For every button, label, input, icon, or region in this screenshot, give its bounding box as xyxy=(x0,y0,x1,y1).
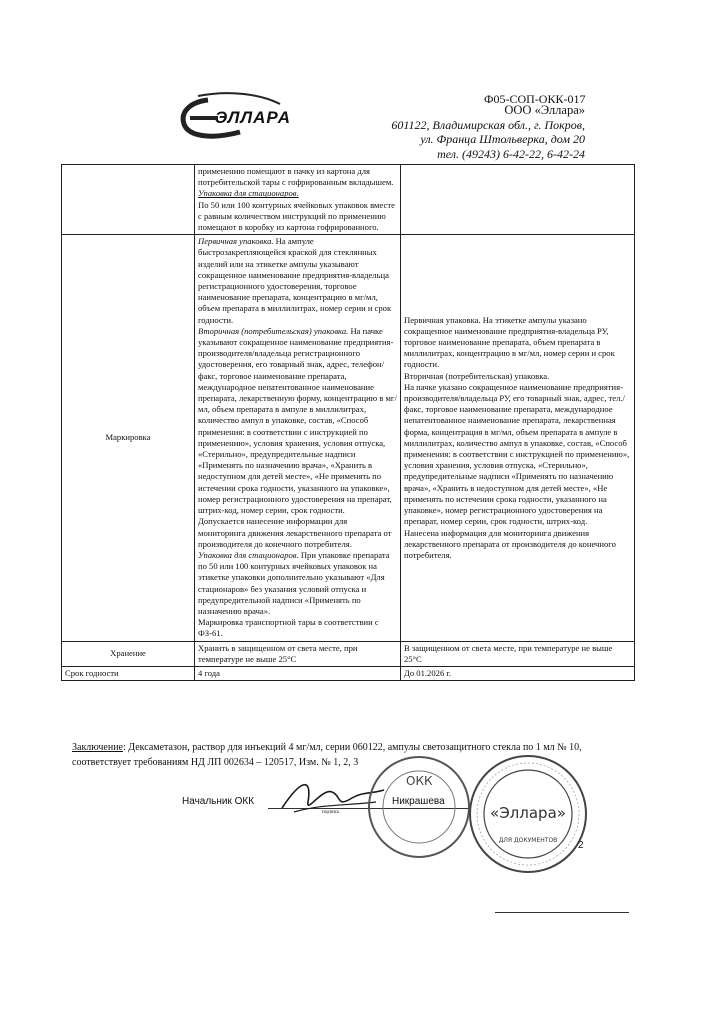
logo-text: ЭЛЛАРА xyxy=(215,108,291,127)
table-cell xyxy=(62,165,195,235)
analysis-table xyxy=(61,164,635,681)
document-number: Ф05-СОП-ОКК-017 xyxy=(484,92,586,106)
row-label-marking: Маркировка xyxy=(62,235,195,641)
packaging-hospital-title: Упаковка для стационаров. xyxy=(198,188,299,199)
company-address-line2: ул. Франца Штольверка, дом 20 xyxy=(420,132,585,146)
marking-actual-p1: Первичная упаковка. На этикетке ампулы указано сокращенное наименование предприятия-владельца РУ, торговое наименование препарата, объем препарата в миллилитрах, концентрацию в мг/мл, номер серии и срок годности. xyxy=(404,314,615,370)
storage-nd: Хранить в защищенном от света месте, при температуре не выше 25°С xyxy=(195,641,401,666)
packaging-hospital-text: По 50 или 100 контурных ячейковых упаковок вместе с равным количеством инструкций по применению помещают в коробку из картона гофрированного. xyxy=(198,199,395,233)
marking-actual-p4: Нанесена информация для мониторинга движения лекарственного препарата от производителя до конечного потребителя. xyxy=(404,527,616,560)
row-label-storage: Хранение xyxy=(62,641,195,666)
table-cell-actual xyxy=(401,235,635,641)
company-address-line1: 601122, Владимирская обл., г. Покров, xyxy=(391,117,585,132)
marking-nd-p5: Маркировка транспортной тары в соответствии с ФЗ-61. xyxy=(198,617,379,639)
chief-name: Никрашева xyxy=(392,796,445,807)
marking-nd-p1: Первичная упаковка. На ампуле быстрозакрепляющейся краской для стеклянных изделий или на этикетке ампулы указывают сокращенное наименование предприятия-владельца регистрационного удостоверения, торговое наименование препарата, концентрацию в мг/мл, объем препарата в миллилитрах, номер серии и срок годности. xyxy=(198,236,392,325)
stamp-bottom-label: ДЛЯ ДОКУМЕНТОВ xyxy=(498,837,558,844)
table-cell xyxy=(401,165,635,235)
table-row xyxy=(62,165,635,235)
shelf-life-nd: 4 года xyxy=(195,666,401,680)
table-cell-nd xyxy=(195,235,401,641)
marking-actual-p2: Вторичная (потребительская) упаковка. xyxy=(404,370,550,381)
shelf-life-actual: До 01.2026 г. xyxy=(401,666,635,680)
okk-stamp-label: ОКК xyxy=(406,774,433,788)
stamp-company-name: «Эллара» xyxy=(490,804,566,822)
company-name: ООО «Эллара» xyxy=(504,103,585,117)
marking-nd-p2: Вторичная (потребительская) упаковка. На пачке указывают сокращенное наименование предприятия-производителя/владельца регистрационного удостоверения, его товарный знак, адрес, телефон/факс, торговое наименование препарата, международное непатентованное наименование препарата, лекарственную форму, концентрацию в мг/мл, объем препарата в ампуле в миллилитрах, количество ампул в упаковке, состав, «Способ применения: в соответствии с инструкцией по применению», условия хранения, условия отпуска, «Стерильно», предупредительные надписи «Применять по назначению врача», «Хранить в недоступном для детей месте», «Не применять по истечении срока годности, указанного на упаковке», номер регистрационного удостоверения на препарат, штрих-код, номер серии, срок годности. xyxy=(198,325,397,516)
storage-actual: В защищенном от света месте, при температуре не выше 25°С xyxy=(401,641,635,666)
conclusion-label: Заключение xyxy=(72,742,123,753)
signature-label: подпись xyxy=(322,810,340,815)
company-phone: тел. (49243) 6-42-22, 6-42-24 xyxy=(437,146,585,161)
table-row-marking xyxy=(62,235,635,641)
marking-actual-p3: На пачке указано сокращенное наименование предприятия-производителя/владельца РУ, его товарный знак, адрес, тел./факс, торговое наименование препарата, международное непатентованное наименование препарата, лекарственная форма, концентрация в мг/мл, объем препарата в ампуле в миллилитрах, количество ампул в упаковке, состав, «Способ применения: в соответствии с инструкцией по применению», условия хранения, условия отпуска, «Стерильно», предупредительные надписи «Применять по назначению врача», «Хранить в недоступном для детей месте», «Не применять по истечении срока годности, указанного на упаковке», номер регистрационного удостоверения на препарат, номер серии, срок годности, штрих-код. xyxy=(404,381,630,527)
page-number: 2 xyxy=(578,840,584,851)
packaging-text: применению помещают в пачку из картона для потребительской тары с гофрированным вкладышем. xyxy=(198,166,394,188)
table-cell-nd xyxy=(195,165,401,235)
company-block xyxy=(340,103,585,161)
company-round-stamp xyxy=(466,752,590,876)
bottom-rule xyxy=(495,912,629,913)
okk-stamp xyxy=(364,752,474,862)
marking-nd-p4: Упаковка для стационаров. При упаковке препарата по 50 или 100 контурных ячейковых упаковок на этикетке упаковки дополнительно указывают «Для стационаров» без указания условий отпуска и предупредительной надписи «Применять по назначению врача». xyxy=(198,549,390,616)
table-row-shelf-life xyxy=(62,666,635,680)
marking-nd-p3: Допускается нанесение информации для мониторинга движения лекарственного препарата от производителя до конечного потребителя. xyxy=(198,516,392,549)
chief-position: Начальник ОКК xyxy=(182,796,255,807)
row-label-shelf-life: Срок годности xyxy=(62,666,195,680)
table-row-storage xyxy=(62,641,635,666)
conclusion-text: : Дексаметазон, раствор для инъекций 4 мг/мл, серии 060122, ампулы светозащитного стекла по 1 мл № 10, соответствует требованиям НД ЛП 002634 – 120517, Изм. № 1, 2, 3 xyxy=(72,742,582,768)
